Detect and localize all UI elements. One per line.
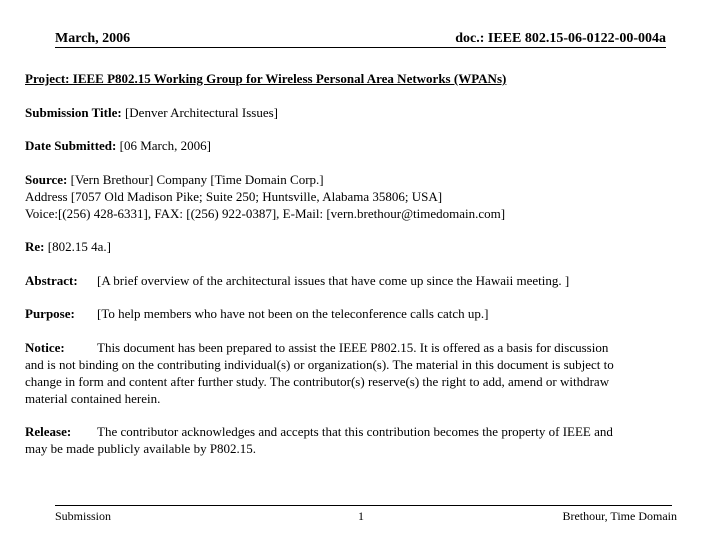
source-label: Source: [25,172,68,187]
re-line [25,238,111,255]
release-line-1 [25,423,613,440]
notice-text-2: and is not binding on the contributing individual(s) or organization(s). The material in this document is subject to [25,357,614,372]
notice-label: Notice: [25,340,65,355]
date-submitted-value: [06 March, 2006] [119,138,211,153]
date-submitted-label: Date Submitted: [25,138,117,153]
date-submitted-line [25,137,211,154]
header-date: March, 2006 [55,31,131,46]
re-label: Re: [25,239,45,254]
submission-title-label: Submission Title: [25,105,122,120]
notice-text-4: material contained herein. [25,391,161,406]
footer-rule [55,505,672,506]
source-line [25,171,324,188]
submission-title-line [25,104,278,121]
source-contact: Voice:[(256) 428-6331], FAX: [(256) 922-0387], E-Mail: [vern.brethour@timedomain.com] [25,206,506,221]
footer-left: Submission [55,509,112,523]
abstract-line [25,272,569,289]
release-text-2: may be made publicly available by P802.15. [25,441,257,456]
notice-line-1 [25,339,608,356]
source-value: [Vern Brethour] Company [Time Domain Corp.] [70,172,324,187]
abstract-label: Abstract: [25,273,78,288]
purpose-label: Purpose: [25,306,75,321]
footer-page-number: 1 [358,509,364,523]
notice-text-3: change in form and content after further study. The contributor(s) reserve(s) the right to add, amend or withdraw [25,374,610,389]
purpose-line [25,305,488,322]
release-text-1: The contributor acknowledges and accepts that this contribution becomes the property of IEEE and [97,424,613,439]
header-rule [55,47,666,48]
submission-title-value: [Denver Architectural Issues] [124,105,279,120]
header-doc-id: doc.: IEEE 802.15-06-0122-00-004a [455,31,666,46]
project-title: Project: IEEE P802.15 Working Group for Wireless Personal Area Networks (WPANs) [25,71,507,86]
release-label: Release: [25,424,72,439]
re-value: [802.15 4a.] [47,239,111,254]
notice-text-1: This document has been prepared to assist the IEEE P802.15. It is offered as a basis for discussion [97,340,609,355]
footer-right: Brethour, Time Domain [562,509,677,523]
source-address: Address [7057 Old Madison Pike; Suite 250; Huntsville, Alabama 35806; USA] [25,189,443,204]
abstract-value: [A brief overview of the architectural issues that have come up since the Hawaii meeting. ] [97,273,570,288]
purpose-value: [To help members who have not been on the teleconference calls catch up.] [97,306,489,321]
